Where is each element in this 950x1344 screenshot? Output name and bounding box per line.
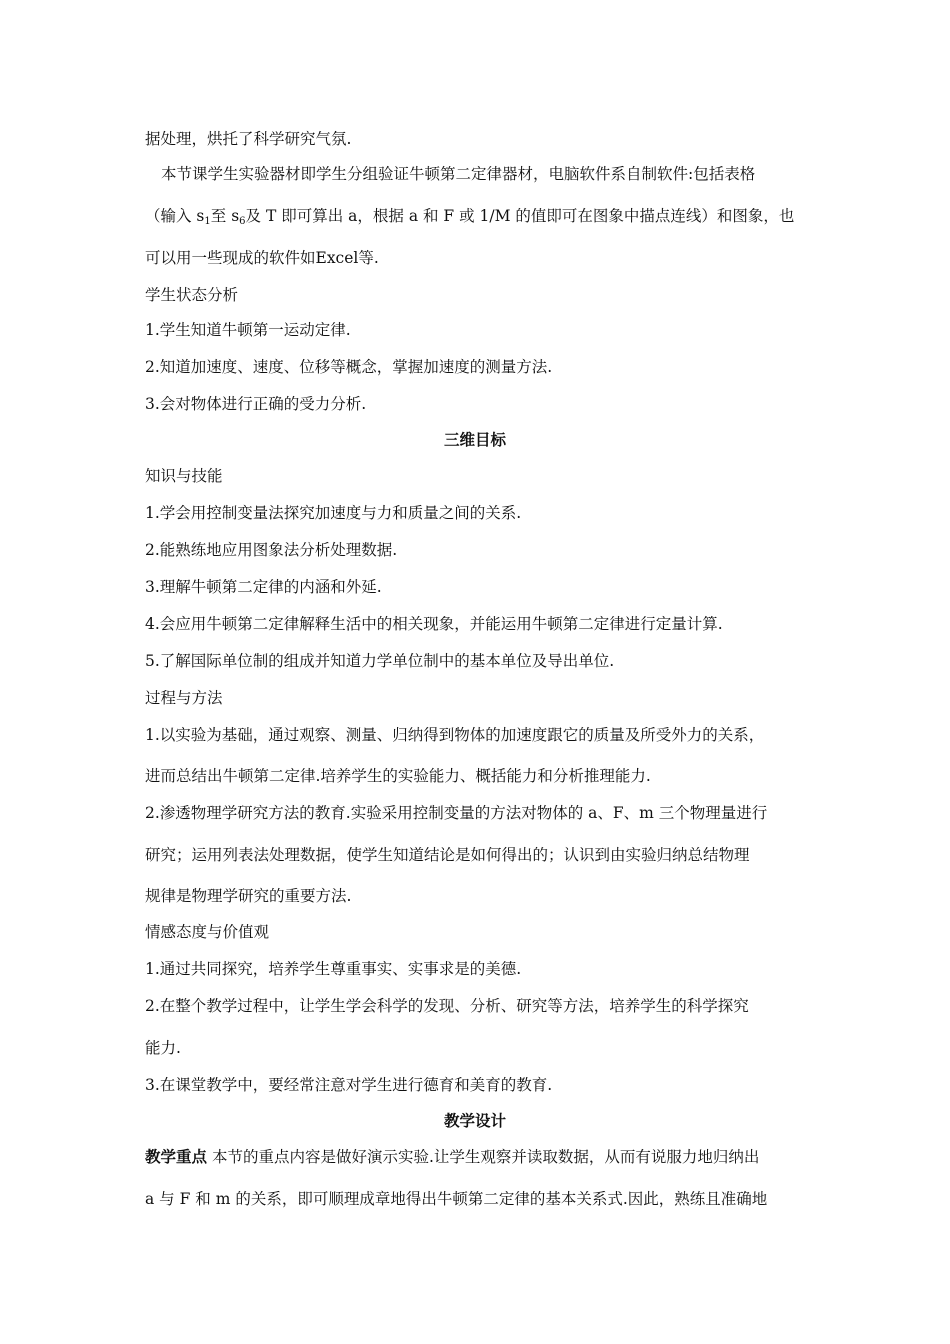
- list-item: 1.通过共同探究，培养学生尊重事实、实事求是的美德.: [145, 960, 522, 978]
- paragraph-line: 可以用一些现成的软件如Excel等.: [145, 249, 379, 267]
- focus-text: 本节的重点内容是做好演示实验.让学生观察并读取数据，从而有说服力地归纳出: [207, 1148, 760, 1166]
- list-item: 3.理解牛顿第二定律的内涵和外延.: [145, 578, 382, 596]
- focus-label: 教学重点: [145, 1147, 208, 1166]
- list-item: 1.学生知道牛顿第一运动定律.: [145, 321, 351, 339]
- list-item: 4.会应用牛顿第二定律解释生活中的相关现象，并能运用牛顿第二定律进行定量计算.: [145, 615, 723, 633]
- paragraph-line: 本节课学生实验器材即学生分组验证牛顿第二定律器材，电脑软件系自制软件:包括表格: [161, 165, 756, 183]
- list-item: 3.会对物体进行正确的受力分析.: [145, 395, 367, 413]
- paragraph-line: 规律是物理学研究的重要方法.: [145, 887, 352, 905]
- list-item: 1.以实验为基础，通过观察、测量、归纳得到物体的加速度跟它的质量及所受外力的关系，: [145, 726, 765, 744]
- subsection-heading: 情感态度与价值观: [145, 923, 270, 941]
- list-item: 2.知道加速度、速度、位移等概念，掌握加速度的测量方法.: [145, 358, 553, 376]
- list-item: 5.了解国际单位制的组成并知道力学单位制中的基本单位及导出单位.: [145, 652, 615, 670]
- paragraph-line: 据处理，烘托了科学研究气氛.: [145, 130, 352, 148]
- list-item: 2.能熟练地应用图象法分析处理数据.: [145, 541, 398, 559]
- section-heading: 学生状态分析: [145, 286, 239, 304]
- list-item: 2.渗透物理学研究方法的教育.实验采用控制变量的方法对物体的 a、F、m 三个物理量进行: [145, 804, 768, 822]
- paragraph-line: [145, 1147, 759, 1167]
- section-title: 教学设计: [443, 1111, 506, 1130]
- list-item: 1.学会用控制变量法探究加速度与力和质量之间的关系.: [145, 504, 522, 522]
- paragraph-line: 进而总结出牛顿第二定律.培养学生的实验能力、概括能力和分析推理能力.: [145, 767, 651, 785]
- subsection-heading: 过程与方法: [145, 689, 223, 707]
- list-item: 2.在整个教学过程中，让学生学会科学的发现、分析、研究等方法，培养学生的科学探究: [145, 997, 749, 1015]
- paragraph-line: 研究；运用列表法处理数据，使学生知道结论是如何得出的；认识到由实验归纳总结物理: [145, 846, 750, 864]
- list-item: 3.在课堂教学中，要经常注意对学生进行德育和美育的教育.: [145, 1076, 553, 1094]
- section-title: 三维目标: [443, 430, 506, 449]
- paragraph-line: a 与 F 和 m 的关系，即可顺理成章地得出牛顿第二定律的基本关系式.因此，熟练且准确地: [145, 1190, 768, 1208]
- paragraph-line: （输入 $s_1$至 $s_6$及 T 即可算出 a，根据 a 和 F 或 1/M 的值即可在图象中描点连线）和图象，也: [145, 207, 795, 227]
- subsection-heading: 知识与技能: [145, 467, 223, 485]
- paragraph-line: 能力.: [145, 1039, 181, 1057]
